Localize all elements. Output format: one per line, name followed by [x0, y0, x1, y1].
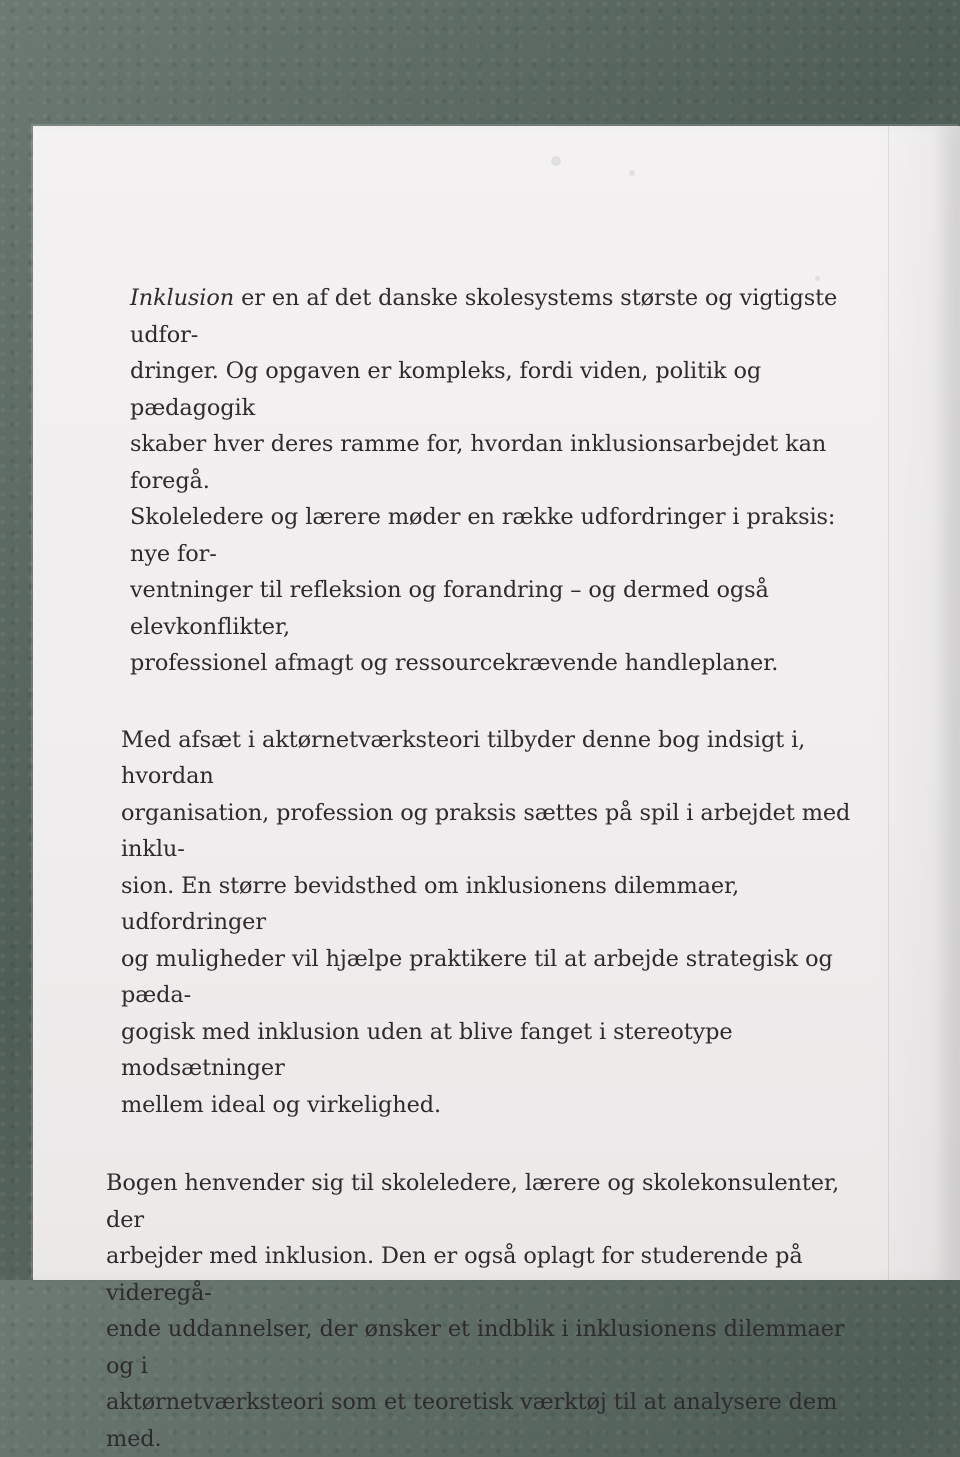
- paragraph-3: Bogen henvender sig til skoleledere, lærere og skolekonsulenter, der arbejder med inklusion. Den er også oplagt for studerende på videregå- ende uddannelser, der ønsker et indblik i inklusionens dilemmaer og i aktørnetværksteori som et teoretisk værktøj til at analysere dem med.: [106, 1170, 845, 1452]
- book-spine-edge: [888, 126, 889, 1280]
- paragraph-1-rest: er en af det danske skolesystems største og vigtigste udfor- dringer. Og opgaven er kompleks, fordi viden, politik og pædagogik skaber hver deres ramme for, hvordan inklusionsarbejdet kan foregå. Skoleledere og lærere møder en række udfordringer i praksis: nye for- ventninger til refleksion og forandring – og dermed også elevkonflikter, professionel afmagt og ressourcekrævende handleplaner.: [130, 285, 838, 677]
- paper-mark: [551, 156, 561, 166]
- paragraph-2: Med afsæt i aktørnetværksteori tilbyder denne bog indsigt i, hvordan organisation, profession og praksis sættes på spil i arbejdet med inklu- sion. En større bevidsthed om inklusionens dilemmaer, udfordringer og muligheder vil hjælpe praktikere til at arbejde strategisk og pæda- gogisk med inklusion uden at blive fanget i stereotype modsætninger mellem ideal og virkelighed.: [121, 726, 851, 1118]
- paragraph-1-lead: Inklusion: [130, 285, 235, 311]
- paper-mark: [629, 170, 635, 176]
- paragraph-1: [130, 280, 861, 682]
- book-cover: [33, 126, 960, 1452]
- back-cover-text: [106, 280, 861, 1457]
